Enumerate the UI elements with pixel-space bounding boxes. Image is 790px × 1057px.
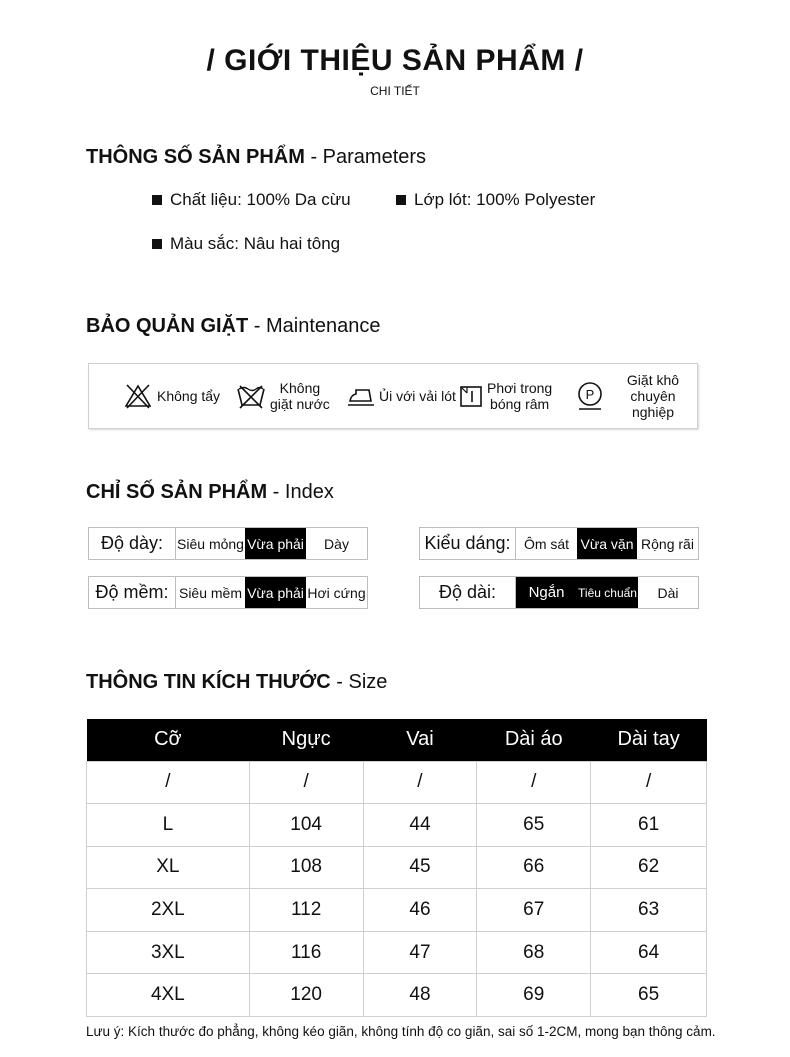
index-heading-bold: CHỈ SỐ SẢN PHẨM: [86, 481, 268, 503]
index-option-selected: Tiêu chuẩn: [577, 577, 638, 608]
care-item-dry-clean: [575, 364, 697, 428]
table-cell: 62: [591, 846, 707, 889]
param-color-text: Màu sắc: Nâu hai tông: [170, 234, 341, 253]
dry-clean-icon: [575, 381, 605, 411]
table-row: [87, 804, 707, 847]
maintenance-heading: [86, 315, 381, 338]
parameters-heading: [86, 146, 426, 169]
table-row: [87, 931, 707, 974]
column-header: Dài tay: [591, 719, 707, 761]
table-cell: 68: [477, 931, 591, 974]
maintenance-heading-rest: - Maintenance: [248, 315, 381, 337]
index-label-length: Độ dài:: [420, 577, 516, 608]
index-row-thickness: [88, 527, 368, 560]
column-header: Dài áo: [477, 719, 591, 761]
table-cell: 65: [591, 974, 707, 1017]
index-label-softness: Độ mềm:: [89, 577, 176, 608]
care-text-shade-dry: Phơi trong bóng râm: [487, 380, 553, 412]
bullet-icon: [396, 195, 406, 205]
care-item-no-wash: [236, 364, 330, 428]
column-header: Vai: [363, 719, 477, 761]
table-cell: /: [477, 761, 591, 804]
index-option: Hơi cứng: [307, 584, 366, 601]
size-note: Lưu ý: Kích thước đo phẳng, không kéo giãn, không tính độ co giãn, sai số 1-2CM, mong bạn thông cảm.: [86, 1024, 716, 1039]
index-option: Ôm sát: [523, 535, 570, 552]
table-cell: 44: [363, 804, 477, 847]
index-heading-rest: - Index: [267, 481, 334, 503]
table-cell: 66: [477, 846, 591, 889]
shade-dry-icon: [459, 384, 483, 408]
table-cell: /: [591, 761, 707, 804]
table-cell: /: [363, 761, 477, 804]
care-item-shade-dry: [459, 364, 552, 428]
param-material-text: Chất liệu: 100% Da cừu: [170, 190, 351, 209]
svg-text:P: P: [585, 387, 595, 402]
care-item-no-bleach: [123, 364, 220, 428]
index-option-selected: Vừa vặn: [577, 528, 637, 559]
parameters-heading-rest: - Parameters: [304, 146, 427, 168]
size-table-header: [87, 719, 707, 761]
table-cell: 3XL: [87, 931, 250, 974]
table-cell: 63: [591, 889, 707, 932]
index-row-length: [419, 576, 699, 609]
index-heading: [86, 481, 334, 504]
table-cell: 45: [363, 846, 477, 889]
index-option: Rộng rãi: [641, 535, 694, 552]
table-cell: 104: [249, 804, 363, 847]
param-lining-text: Lớp lót: 100% Polyester: [414, 190, 596, 209]
table-cell: /: [249, 761, 363, 804]
column-header: Ngực: [249, 719, 363, 761]
table-cell: 116: [249, 931, 363, 974]
care-text-dry-clean: Giặt khô chuyên nghiệp: [626, 372, 680, 420]
index-row-softness: [88, 576, 368, 609]
table-cell: XL: [87, 846, 250, 889]
table-cell: 2XL: [87, 889, 250, 932]
table-cell: 112: [249, 889, 363, 932]
column-header: Cỡ: [87, 719, 250, 761]
table-cell: L: [87, 804, 250, 847]
param-material: [152, 190, 351, 210]
size-heading: [86, 671, 387, 694]
iron-with-cloth-icon: [347, 384, 375, 408]
table-row: [87, 846, 707, 889]
index-option-selected: Vừa phải: [245, 528, 306, 559]
parameters-heading-bold: THÔNG SỐ SẢN PHẨM: [86, 146, 305, 168]
table-cell: 108: [249, 846, 363, 889]
param-lining: [396, 190, 595, 210]
size-heading-bold: THÔNG TIN KÍCH THƯỚC: [86, 671, 331, 693]
index-option: Dài: [657, 584, 679, 601]
care-instructions-box: [88, 363, 698, 429]
table-cell: 46: [363, 889, 477, 932]
index-label-thickness: Độ dày:: [89, 528, 176, 559]
table-cell: 64: [591, 931, 707, 974]
index-option: Siêu mỏng: [177, 535, 244, 552]
no-wash-icon: [236, 383, 266, 409]
table-cell: 48: [363, 974, 477, 1017]
care-text-no-bleach: Không tẩy: [157, 388, 221, 404]
table-cell: 4XL: [87, 974, 250, 1017]
page-title: / GIỚI THIỆU SẢN PHẨM /: [206, 44, 584, 77]
table-cell: 65: [477, 804, 591, 847]
care-text-iron: Ủi với vải lót: [379, 388, 456, 404]
no-bleach-icon: [123, 383, 153, 409]
bullet-icon: [152, 239, 162, 249]
table-cell: 69: [477, 974, 591, 1017]
table-row: [87, 761, 707, 804]
index-option-selected: Vừa phải: [245, 577, 306, 608]
table-cell: 67: [477, 889, 591, 932]
care-item-iron: [347, 364, 456, 428]
table-cell: 47: [363, 931, 477, 974]
size-heading-rest: - Size: [330, 671, 388, 693]
bullet-icon: [152, 195, 162, 205]
param-color: [152, 234, 340, 254]
size-table: [86, 719, 707, 1017]
index-option: Dày: [324, 535, 349, 552]
maintenance-heading-bold: BẢO QUẢN GIẶT: [86, 315, 249, 337]
index-label-fit: Kiểu dáng:: [420, 528, 516, 559]
table-row: [87, 974, 707, 1017]
table-cell: 120: [249, 974, 363, 1017]
care-text-no-wash: Không giặt nước: [270, 380, 330, 412]
index-option-selected: Ngắn: [516, 577, 577, 608]
index-row-fit: [419, 527, 699, 560]
index-option: Siêu mềm: [178, 584, 243, 601]
page-subtitle: CHI TIẾT: [370, 84, 420, 98]
table-cell: /: [87, 761, 250, 804]
table-row: [87, 889, 707, 932]
table-cell: 61: [591, 804, 707, 847]
